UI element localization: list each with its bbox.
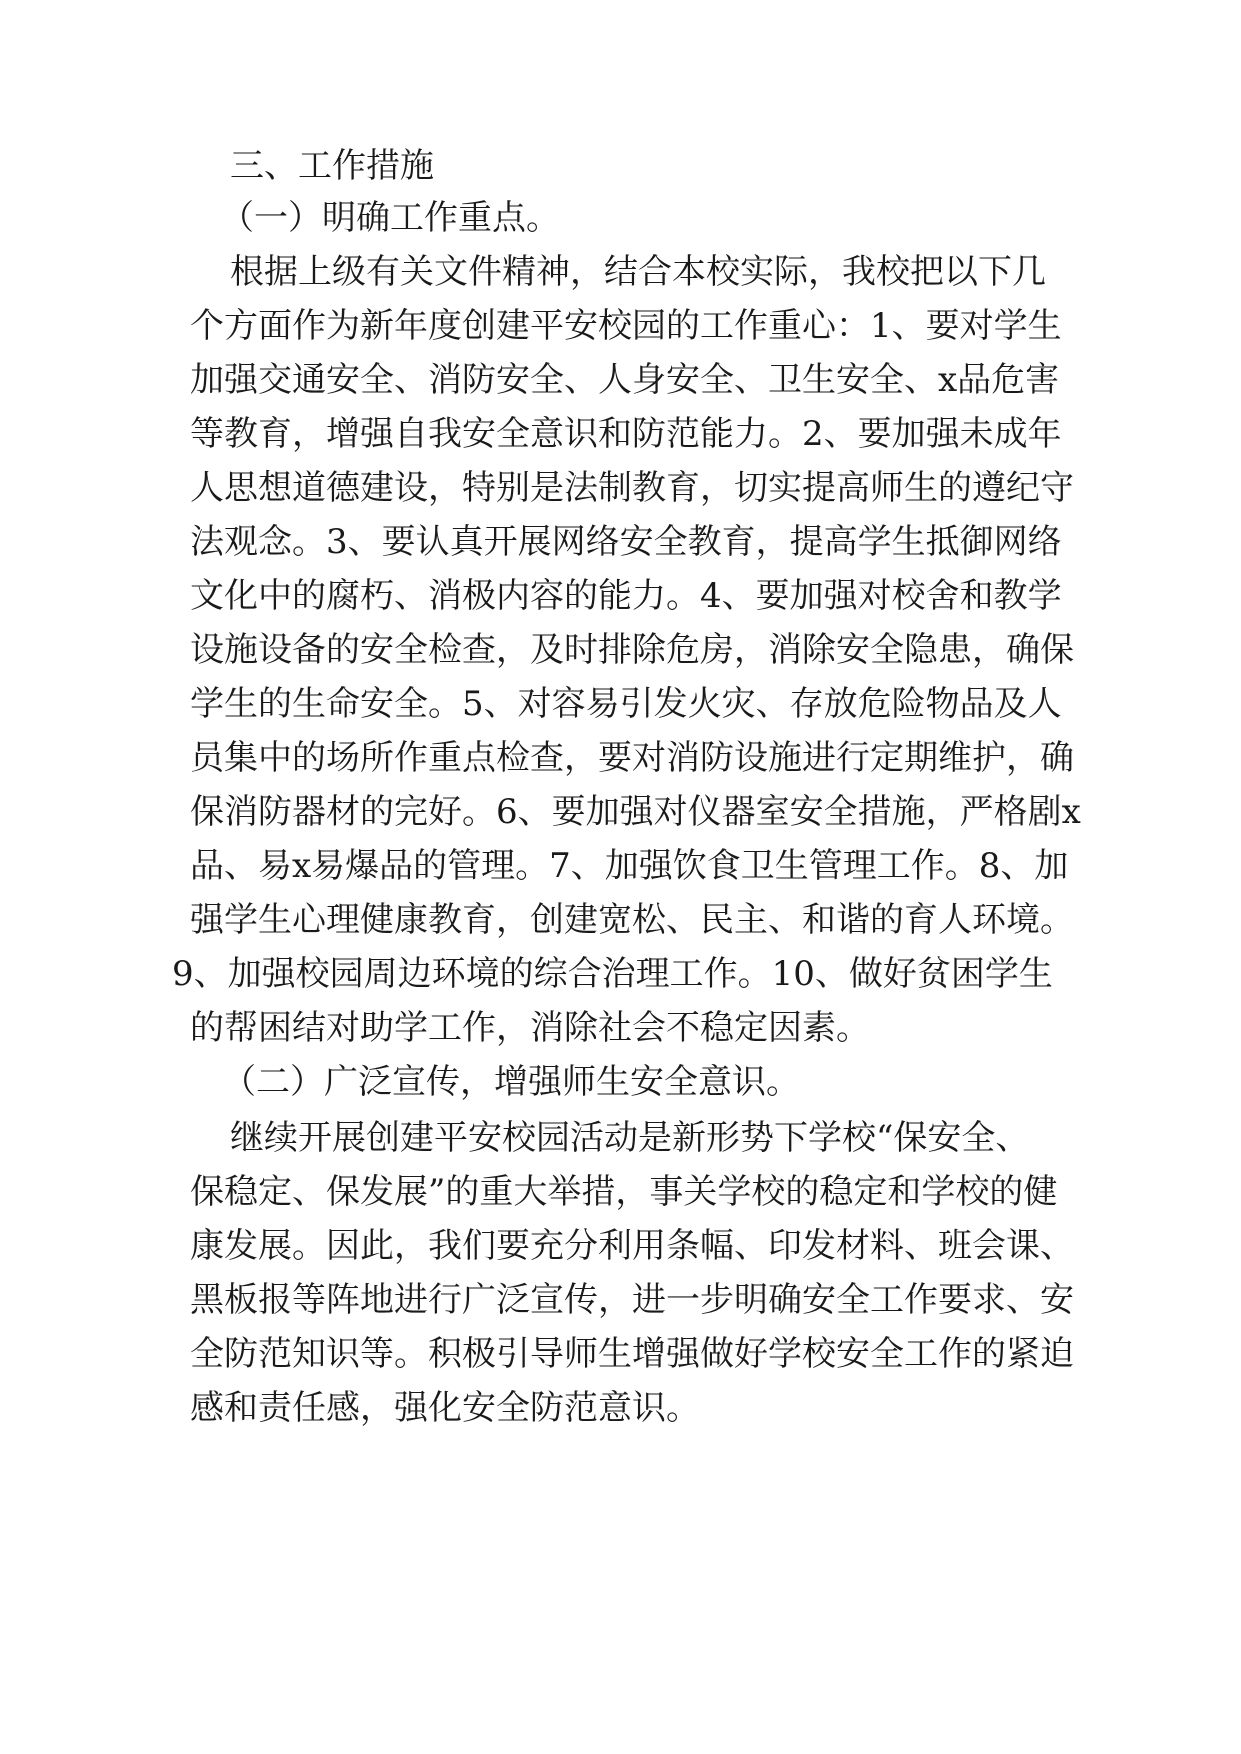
paragraph-1-line: 9、加强校园周边环境的综合治理工作。10、做好贫困学生	[172, 954, 1053, 994]
paragraph-1-line: 的帮困结对助学工作，消除社会不稳定因素。	[190, 1008, 870, 1048]
paragraph-1-line: 加强交通安全、消防安全、人身安全、卫生安全、x品危害	[190, 360, 1060, 400]
paragraph-1-line: 设施设备的安全检查，及时排除危房，消除安全隐患，确保	[190, 630, 1074, 670]
section-title: 三、工作措施	[230, 146, 434, 186]
paragraph-1-line: 等教育，增强自我安全意识和防范能力。2、要加强未成年	[190, 414, 1062, 454]
paragraph-1-line: 强学生心理健康教育，创建宽松、民主、和谐的育人环境。	[190, 900, 1074, 940]
paragraph-1-line: 人思想道德建设，特别是法制教育，切实提高师生的遵纪守	[190, 468, 1074, 508]
paragraph-1-line: 保消防器材的完好。6、要加强对仪器室安全措施，严格剧x	[190, 792, 1081, 832]
paragraph-1-line: 根据上级有关文件精神，结合本校实际，我校把以下几	[230, 252, 1046, 292]
paragraph-2-line: 黑板报等阵地进行广泛宣传，进一步明确安全工作要求、安	[190, 1280, 1074, 1320]
paragraph-2-line: 保稳定、保发展”的重大举措，事关学校的稳定和学校的健	[190, 1172, 1058, 1212]
paragraph-2-line: 继续开展创建平安校园活动是新形势下学校“保安全、	[230, 1118, 1030, 1158]
paragraph-1-line: 品、易x易爆品的管理。7、加强饮食卫生管理工作。8、加	[190, 846, 1069, 886]
paragraph-1-line: 法观念。3、要认真开展网络安全教育，提高学生抵御网络	[190, 522, 1062, 562]
paragraph-2-line: 全防范知识等。积极引导师生增强做好学校安全工作的紧迫	[190, 1334, 1074, 1374]
paragraph-1-line: 员集中的场所作重点检查，要对消防设施进行定期维护，确	[190, 738, 1074, 778]
subsection-1-title: （一）明确工作重点。	[220, 198, 560, 238]
paragraph-1-line: 学生的生命安全。5、对容易引发火灾、存放危险物品及人	[190, 684, 1062, 724]
paragraph-1-line: 个方面作为新年度创建平安校园的工作重心：1、要对学生	[190, 306, 1062, 346]
paragraph-2-line: 康发展。因此，我们要充分利用条幅、印发材料、班会课、	[190, 1226, 1074, 1266]
subsection-2-title: （二）广泛宣传，增强师生安全意识。	[222, 1062, 800, 1102]
paragraph-2-line: 感和责任感，强化安全防范意识。	[190, 1388, 700, 1428]
paragraph-1-line: 文化中的腐朽、消极内容的能力。4、要加强对校舍和教学	[190, 576, 1062, 616]
